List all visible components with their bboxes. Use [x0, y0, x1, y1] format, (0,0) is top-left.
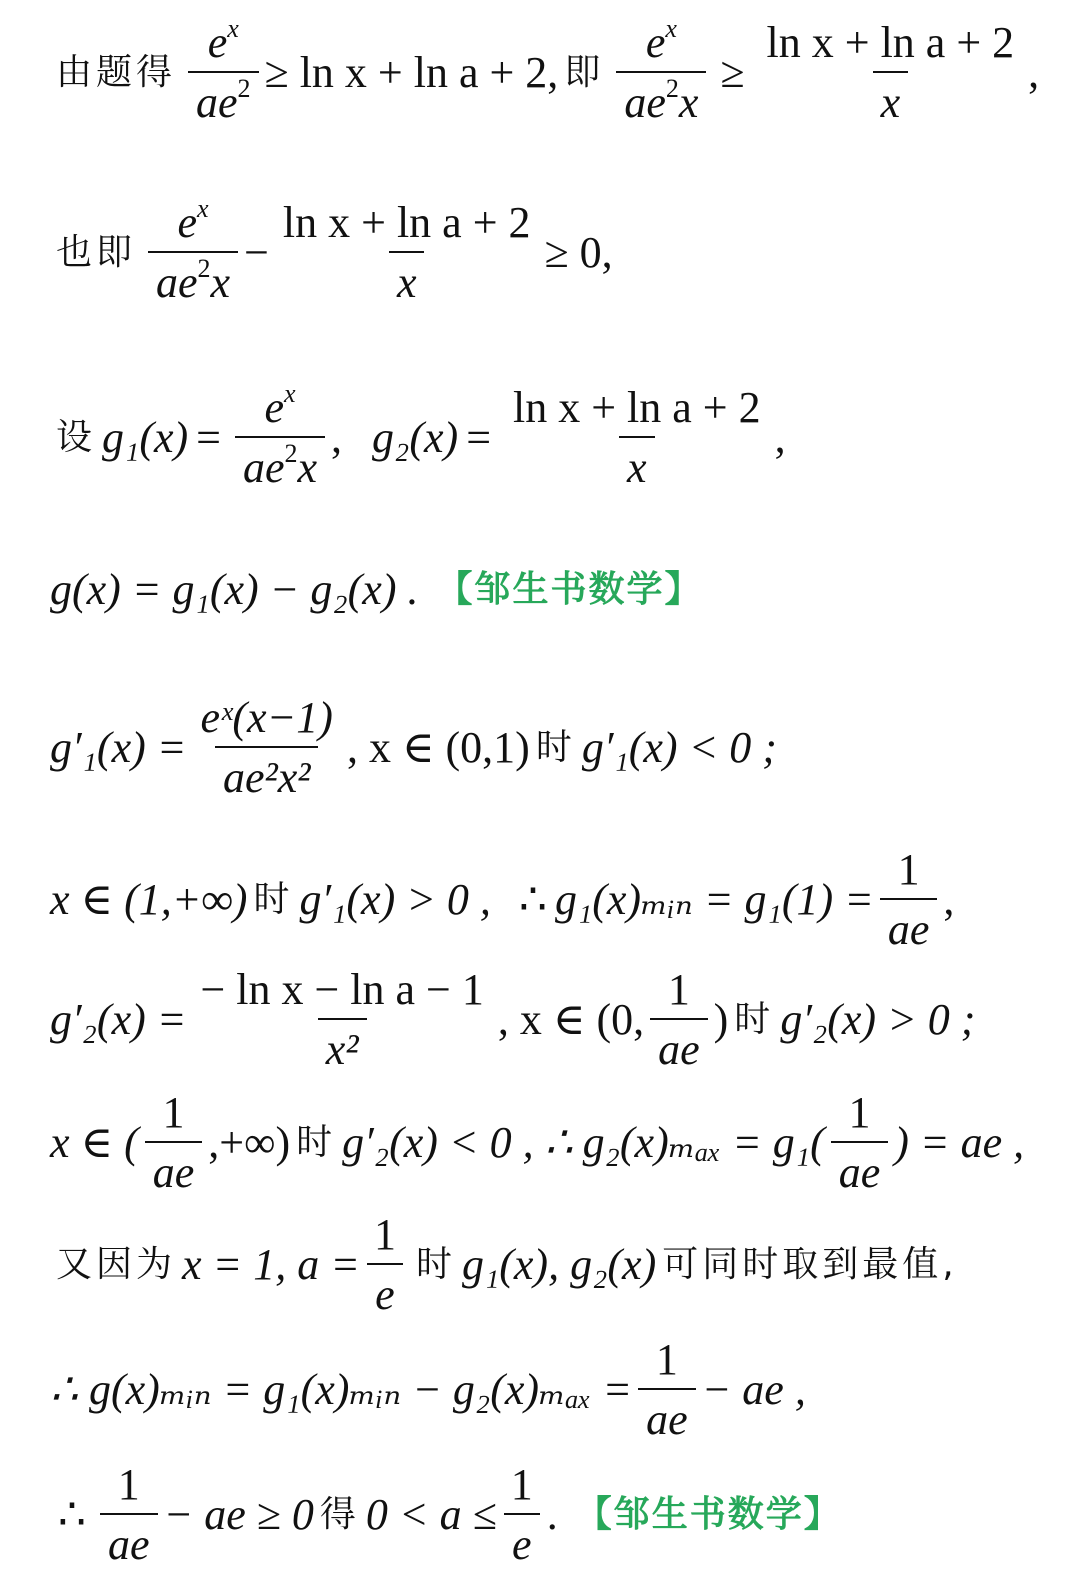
- g1-prime-positive: g′₁(x) > 0 ,: [299, 875, 491, 924]
- therefore-sign: ∴: [58, 1490, 86, 1539]
- line-7: [50, 965, 975, 1075]
- g1-prime-negative: g′₁(x) < 0 ;: [581, 722, 777, 772]
- g2-prime-negative: g′₂(x) < 0 , ∴: [342, 1118, 573, 1167]
- interval-1-inf: x ∈ (1,+∞): [50, 875, 248, 924]
- g-definition: g(x) = g₁(x) − g₂(x) .: [50, 565, 419, 614]
- fraction-1-over-ae: $\frac{1}{ae}$: [638, 1338, 696, 1442]
- text-shi: 时: [734, 999, 775, 1040]
- minus-ae: − ae ,: [701, 1365, 806, 1414]
- geq-zero: ≥ 0,: [544, 227, 613, 277]
- interval-1ae-prefix: x ∈ (: [50, 1118, 139, 1167]
- fraction-1-over-e: $\frac{1}{e}$: [503, 1463, 541, 1567]
- therefore-sign: ∴: [518, 875, 547, 924]
- g1-min: g₁(x)ₘᵢₙ = g₁(1) =: [554, 875, 874, 924]
- comma: ,: [331, 412, 343, 462]
- watermark-tag: 【邹生书数学】: [436, 569, 703, 610]
- inequality-text: ≥ ln x + ln a + 2,: [264, 48, 559, 97]
- line-2: [50, 195, 613, 310]
- line-9: [50, 1210, 964, 1320]
- text-shi: 时: [415, 1244, 456, 1285]
- fraction-1-over-ae: $\frac{1}{ae}$: [145, 1091, 203, 1195]
- text-shi: 时: [253, 879, 294, 920]
- fraction-1-over-e: $\frac{1}{e}$: [366, 1213, 404, 1317]
- interval-0-1: , x ∈ (0,1): [346, 722, 530, 772]
- text-youyinwei: 又因为: [56, 1244, 177, 1285]
- comma: ,: [774, 412, 786, 462]
- line-8: [50, 1088, 1024, 1198]
- text-shi: 时: [296, 1122, 337, 1163]
- text-youti-de: 由题得: [56, 52, 177, 93]
- line-10: [50, 1335, 806, 1445]
- equals-ae: ) = ae ,: [894, 1118, 1025, 1167]
- g2-prime: g′₂(x) =: [50, 995, 187, 1044]
- text-de: 得: [319, 1494, 360, 1535]
- text-shi: 时: [535, 726, 576, 768]
- fraction-g1-derivative: $\frac{\text{eˣ(x−1)}}{\text{ae²x²}}$: [200, 692, 333, 802]
- fraction-1-over-ae: $\frac{1}{ae}$: [880, 848, 938, 952]
- g2-max: g₂(x)ₘₐₓ = g₁(: [582, 1118, 825, 1167]
- line-1: [50, 14, 1040, 128]
- fraction-ln-sum-over-x: $\frac{\text{ln x + ln a + 2}}{x}$: [513, 382, 761, 492]
- fraction-1-over-ae: $\frac{1}{ae}$: [831, 1091, 889, 1195]
- fraction-ex-over-ae2x: $\frac{e^x}{ae^2x}$: [235, 386, 325, 490]
- ge-sign: ≥: [720, 48, 745, 97]
- text-ketongshi: 可同时取到最值,: [662, 1244, 958, 1285]
- line-4: [50, 560, 703, 620]
- fraction-g2-derivative: $\frac{\text{− ln x − ln a − 1}}{\text{x²}}$: [200, 965, 484, 1074]
- g1-of-x: g₁(x): [102, 412, 189, 462]
- g-min-expression: ∴ g(x)ₘᵢₙ = g₁(x)ₘᵢₙ − g₂(x)ₘₐₓ =: [50, 1365, 633, 1414]
- final-inequality: − ae ≥ 0: [163, 1490, 314, 1539]
- equals-sign: =: [466, 412, 492, 462]
- watermark-tag: 【邹生书数学】: [575, 1494, 842, 1535]
- line-3: [50, 380, 786, 495]
- fraction-ln-sum-over-x: $\frac{\text{ln x + ln a + 2}}{x}$: [766, 18, 1015, 127]
- g2-of-x: g₂(x): [372, 412, 459, 462]
- line-5: [50, 690, 777, 805]
- interval-1ae-suffix: ,+∞): [208, 1118, 291, 1167]
- fraction-ex-over-ae2: $\frac{e^x}{ae^2}$: [188, 21, 259, 125]
- interval-0-1ae-prefix: , x ∈ (0,: [497, 995, 645, 1044]
- a-range: 0 < a ≤: [365, 1490, 497, 1539]
- comma: ,: [1028, 48, 1040, 97]
- comma: ,: [943, 875, 955, 924]
- period: .: [546, 1490, 558, 1539]
- fraction-1-over-ae: $\frac{1}{ae}$: [100, 1463, 158, 1567]
- text-she: 设: [56, 416, 97, 458]
- text-ji: 即: [564, 52, 605, 93]
- g2-prime-positive: g′₂(x) > 0 ;: [780, 995, 976, 1044]
- text-yeji: 也即: [56, 231, 137, 273]
- g1-g2-pair: g₁(x), g₂(x): [461, 1240, 657, 1289]
- paren-close: ): [713, 995, 729, 1044]
- minus-sign: −: [244, 227, 269, 277]
- x-equals-1-a-equals: x = 1, a =: [182, 1240, 360, 1289]
- fraction-1-over-ae: $\frac{1}{ae}$: [650, 968, 708, 1072]
- line-11: [50, 1460, 842, 1570]
- equals-sign: =: [196, 412, 221, 462]
- line-6: [50, 845, 954, 955]
- fraction-ex-over-ae2x: $\frac{e^x}{ae^2x}$: [616, 21, 706, 125]
- fraction-ln-sum-over-x: $\frac{\text{ln x + ln a + 2}}{x}$: [282, 197, 531, 307]
- fraction-ex-over-ae2x: $\frac{e^x}{ae^2x}$: [148, 201, 238, 305]
- g1-prime: g′₁(x) =: [50, 722, 187, 772]
